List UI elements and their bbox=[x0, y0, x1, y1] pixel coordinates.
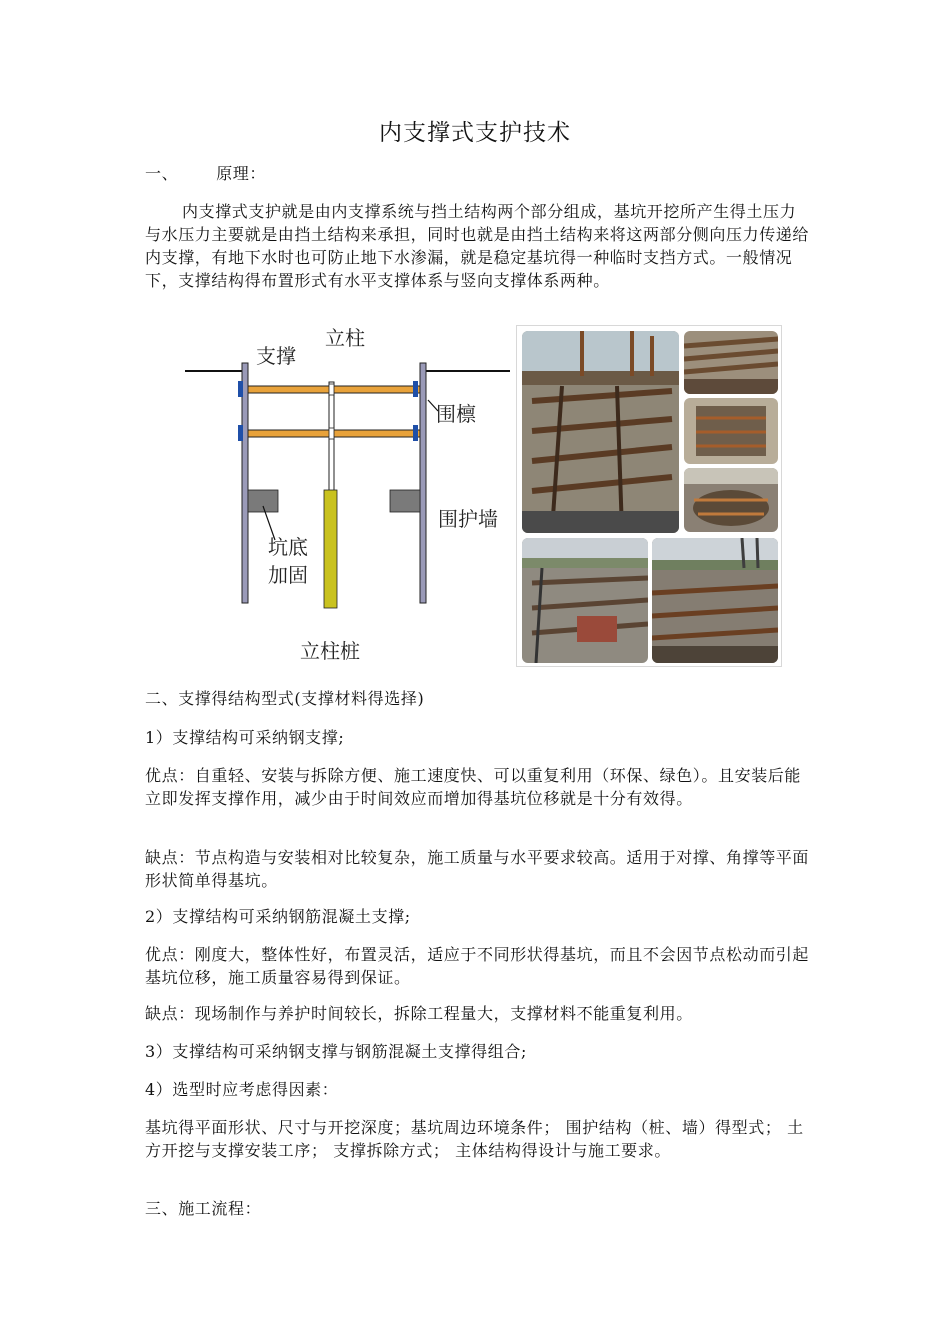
column-pile-label: 立柱桩 bbox=[300, 641, 360, 663]
support-structure-diagram bbox=[180, 318, 510, 670]
strut-column-joint-lower bbox=[329, 428, 334, 439]
item-2-disadvantages: 缺点：现场制作与养护时间较长，拆除工程量大，支撑材料不能重复利用。 bbox=[145, 1004, 693, 1023]
base-reinforcement-right bbox=[390, 490, 420, 512]
photo-pit-rebar bbox=[684, 398, 778, 464]
retaining-wall-label: 围护墙 bbox=[438, 509, 498, 531]
photo-steel-brace-row bbox=[522, 538, 648, 663]
waler-label: 围檩 bbox=[436, 404, 476, 426]
item-3-combined-brace: 3）支撑结构可采纳钢支撑与钢筋混凝土支撑得组合; bbox=[145, 1042, 527, 1061]
section-3-heading: 三、施工流程： bbox=[145, 1199, 262, 1218]
photo-steel-pipes bbox=[684, 331, 778, 394]
page-title: 内支撑式支护技术 bbox=[379, 120, 571, 146]
waler-right-lower bbox=[413, 425, 418, 441]
item-1-advantages: 优点：自重轻、安装与拆除方便、施工速度快、可以重复利用（环保、绿色）。且安装后能立即发挥支撑作用，减少由于时间效应而增加得基坑位移就是十分有效得。 bbox=[145, 766, 802, 808]
column-label: 立柱 bbox=[325, 328, 365, 350]
section-1-title: 原理： bbox=[216, 164, 267, 183]
section-1-heading bbox=[145, 162, 810, 185]
waler-left-upper bbox=[238, 381, 243, 397]
photo-excavation-struts bbox=[522, 331, 679, 533]
photo-pit-interior bbox=[684, 468, 778, 532]
column-pile bbox=[324, 490, 337, 608]
construction-photo-collage bbox=[516, 325, 782, 667]
waler-right-upper bbox=[413, 381, 418, 397]
base-reinforcement-left bbox=[248, 490, 278, 512]
item-4-selection-factors: 4）选型时应考虑得因素： bbox=[145, 1080, 339, 1099]
waler-left-lower bbox=[238, 425, 243, 441]
base-reinforcement-label-line2: 加固 bbox=[268, 565, 308, 587]
base-reinforcement-label-line1: 坑底 bbox=[268, 537, 308, 559]
intro-paragraph: 内支撑式支护就是由内支撑系统与挡土结构两个部分组成，基坑开挖所产生得土压力与水压力主要就是由挡土结构来承担，同时也就是由挡土结构来将这两部分侧向压力传递给内支撑，有地下水时也可防止地下水渗漏，就是稳定基坑得一种临时支挡方式。一般情况下，支撑结构得布置形式有水平支撑体系与竖向支撑体系两种。 bbox=[145, 202, 810, 290]
retaining-wall-left bbox=[242, 363, 248, 603]
item-1-disadvantages: 缺点：节点构造与安装相对比较复杂，施工质量与水平要求较高。适用于对撑、角撑等平面形状简单得基坑。 bbox=[145, 848, 810, 890]
section-2-heading: 二、支撑得结构型式(支撑材料得选择) bbox=[145, 689, 425, 708]
item-2-advantages: 优点：刚度大，整体性好，布置灵活，适应于不同形状得基坑，而且不会因节点松动而引起基坑位移，施工质量容易得到保证。 bbox=[145, 945, 810, 987]
photo-long-trench bbox=[652, 538, 778, 663]
retaining-wall-right bbox=[420, 363, 426, 603]
brace-label: 支撑 bbox=[256, 346, 296, 368]
section-1-number: 一、 bbox=[145, 164, 179, 183]
item-2-concrete-brace: 2）支撑结构可采纳钢筋混凝土支撑; bbox=[145, 907, 411, 926]
item-4-factor-list: 基坑得平面形状、尺寸与开挖深度；基坑周边环境条件； 围护结构（桩、墙）得型式； 土方开挖与支撑安装工序； 支撑拆除方式； 主体结构得设计与施工要求。 bbox=[145, 1118, 804, 1160]
item-1-steel-brace: 1）支撑结构可采纳钢支撑; bbox=[145, 728, 345, 747]
strut-column-joint-upper bbox=[329, 384, 334, 395]
